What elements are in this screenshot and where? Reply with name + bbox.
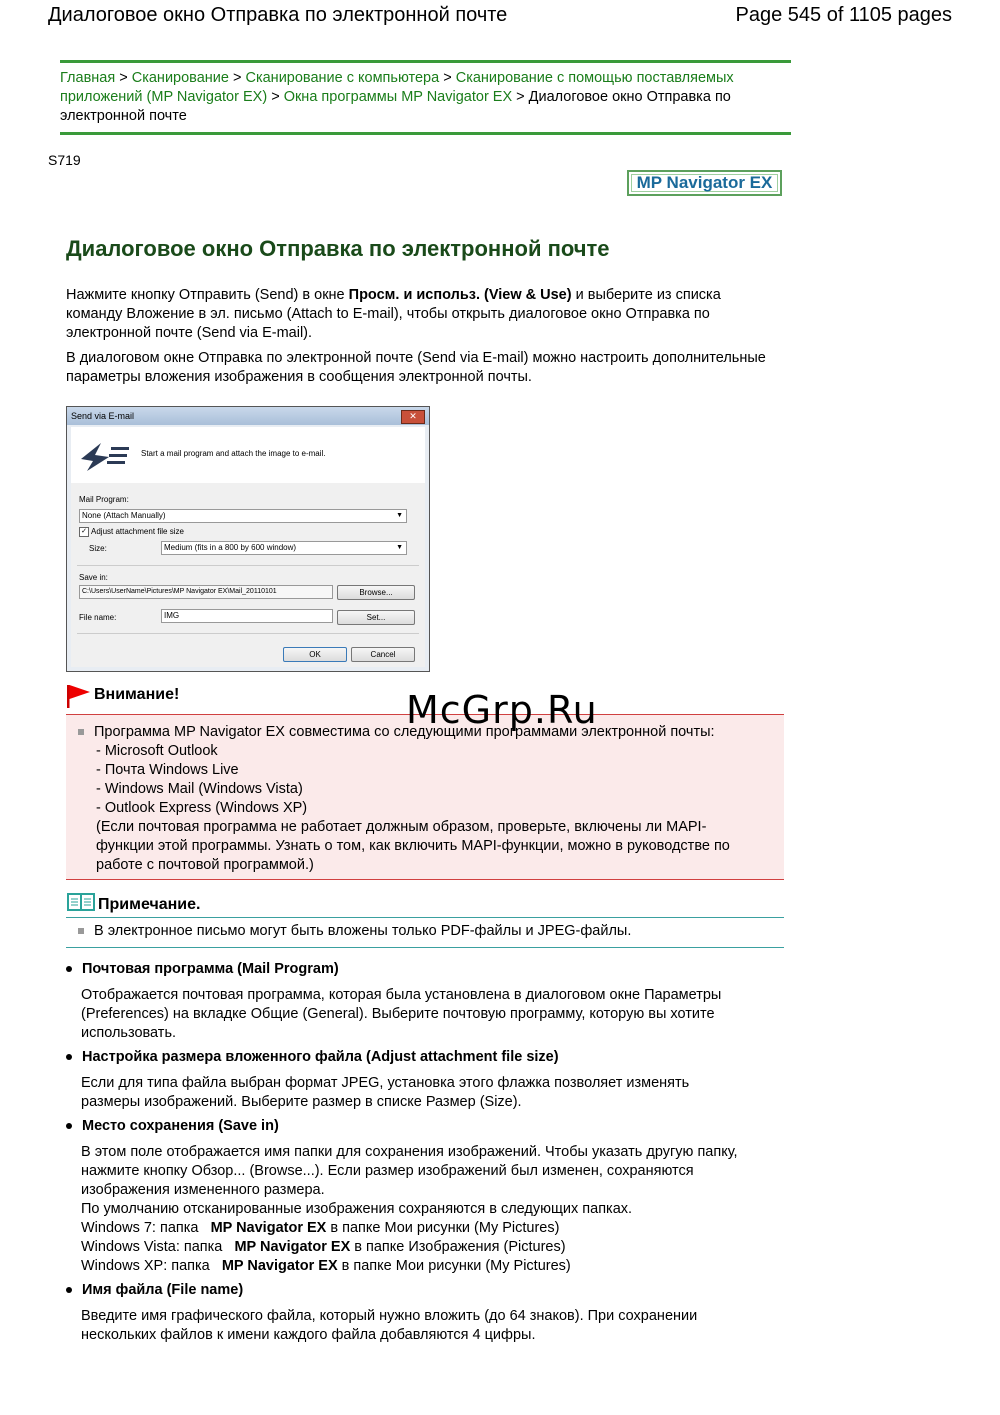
folder-name: MP Navigator EX [210,1220,327,1236]
adjust-size-label: Adjust attachment file size [91,527,184,536]
watermark: McGrp.Ru [406,688,598,732]
bullet-square [78,729,84,735]
note-body [78,923,631,939]
caution-item: - Почта Windows Live [96,762,239,778]
breadcrumb-current: Диалоговое окно Отправка по электронной почте [60,89,731,124]
caution-item: - Microsoft Outlook [96,743,218,759]
section-line: Введите имя графического файла, который нужно вложить (до 64 знаков). При сохранении [81,1308,698,1324]
folder-location: в папке Мои рисунки (My Pictures) [341,1258,571,1274]
header-title: Диалоговое окно Отправка по электронной почте [48,4,508,26]
close-icon[interactable]: ✕ [401,410,425,424]
adjust-size-checkbox[interactable]: ✓ [79,527,89,537]
intro-text: Нажмите кнопку Отправить (Send) в окне [66,287,345,303]
mail-program-value: None (Attach Manually) [82,511,166,520]
chevron-down-icon: ▼ [396,544,403,551]
folder-location: в папке Мои рисунки (My Pictures) [330,1220,560,1236]
browse-button[interactable]: Browse... [337,585,415,600]
folder-line [81,1257,781,1276]
divider [77,633,419,634]
dialog-body [71,483,425,667]
divider [66,947,784,948]
breadcrumb-link-computer-scan[interactable]: Сканирование с компьютера [245,70,440,86]
folder-os: Windows XP: папка [81,1258,210,1274]
dialog-header-area [71,427,425,484]
note-text: В электронное письмо могут быть вложены только PDF-файлы и JPEG-файлы. [94,923,632,939]
divider [77,565,419,566]
breadcrumb-link-bundled-apps[interactable]: Сканирование с помощью поставляемых приложений (MP Navigator EX) [60,70,734,105]
cancel-button[interactable]: Cancel [351,647,415,662]
section-title: Почтовая программа (Mail Program) [82,961,339,977]
breadcrumb-link-windows[interactable]: Окна программы MP Navigator EX [283,89,513,105]
flag-icon [66,684,90,708]
section-body [81,1143,781,1276]
folder-location: в папке Изображения (Pictures) [354,1239,566,1255]
file-name-input[interactable]: IMG [161,609,333,623]
folder-line [81,1219,781,1238]
page-counter: Page 545 of 1105 pages [735,4,952,26]
section-heading [66,1049,559,1065]
section-body [81,986,781,1043]
note-heading: Примечание. [98,896,201,913]
bullet-dot [66,1123,72,1129]
section-line: Отображается почтовая программа, которая была установлена в диалоговом окне Параметры [81,987,722,1003]
caution-tail: (Если почтовая программа не работает должным образом, проверьте, включены ли MAPI- [96,819,707,835]
breadcrumb-sep: > [443,70,452,86]
bullet-dot [66,1054,72,1060]
caution-lead: Программа MP Navigator EX совместима со следующими программами электронной почты: [94,724,715,740]
product-badge [627,170,782,196]
section-body [81,1307,781,1345]
section-title: Настройка размера вложенного файла (Adjust attachment file size) [82,1049,559,1065]
badge-label: MP Navigator EX [636,173,773,192]
caution-item: - Outlook Express (Windows XP) [96,800,308,816]
book-icon [66,891,96,913]
caution-tail: функции этой программы. Узнать о том, как включить MAPI-функции, можно в руководстве по [96,838,730,854]
section-line: нескольких файлов к имени каждого файла добавляются 4 цифры. [81,1327,536,1343]
ok-button[interactable]: OK [283,647,347,662]
bullet-square [78,928,84,934]
section-line: (Preferences) на вкладке Общие (General). Выберите почтовую программу, которую вы хотите [81,1006,715,1022]
intro-window-name: Просм. и использ. (View & Use) [348,287,572,303]
section-line: По умолчанию отсканированные изображения сохраняются в следующих папках. [81,1201,633,1217]
chevron-down-icon: ▼ [396,512,403,519]
folder-line [81,1238,781,1257]
section-title: Место сохранения (Save in) [82,1118,279,1134]
size-value: Medium (fits in a 800 by 600 window) [164,543,297,552]
mail-program-label: Mail Program: [79,495,129,504]
dialog-title: Send via E-mail [71,411,135,421]
section-heading [66,961,339,977]
bullet-dot [66,1287,72,1293]
section-heading [66,1118,279,1134]
size-select[interactable] [161,541,407,555]
intro-text-tail: и выберите из списка команду Вложение в эл. письмо (Attach to E-mail), чтобы открыть диалоговое окно Отправка по электронной почте (Send via E-mail). [66,287,721,341]
breadcrumb [60,60,791,135]
caution-item: - Windows Mail (Windows Vista) [96,781,303,797]
folder-os: Windows 7: папка [81,1220,199,1236]
section-line: размеры изображений. Выберите размер в списке Размер (Size). [81,1094,522,1110]
section-line: использовать. [81,1025,177,1041]
bullet-dot [66,966,72,972]
section-title: Имя файла (File name) [82,1282,244,1298]
section-body [81,1074,781,1112]
section-heading [66,1282,243,1298]
breadcrumb-sep: > [516,89,525,105]
dialog-titlebar [67,407,429,425]
dialog-description: Start a mail program and attach the image to e-mail. [141,449,326,458]
folder-name: MP Navigator EX [234,1239,351,1255]
breadcrumb-link-scanning[interactable]: Сканирование [131,70,229,86]
divider [66,917,784,918]
section-line: изображения измененного размера. [81,1182,325,1198]
size-label: Size: [89,544,107,553]
set-button[interactable]: Set... [337,610,415,625]
page-title: Диалоговое окно Отправка по электронной почте [66,236,610,261]
send-via-email-dialog [66,406,430,672]
mail-program-select[interactable] [79,509,407,523]
folder-name: MP Navigator EX [221,1258,338,1274]
intro-paragraph-2: В диалоговом окне Отправка по электронной почте (Send via E-mail) можно настроить дополнительные параметры вложения изображения в сообщения электронной почты. [66,350,766,385]
folder-os: Windows Vista: папка [81,1239,223,1255]
breadcrumb-sep: > [119,70,128,86]
breadcrumb-link-home[interactable]: Главная [60,70,116,86]
intro-paragraph-1 [66,286,766,343]
caution-body [78,723,768,875]
save-in-label: Save in: [79,573,108,582]
mail-icon [79,439,131,473]
section-line: нажмите кнопку Обзор... (Browse...). Если размер изображений был изменен, сохраняются [81,1163,694,1179]
caution-tail: работе с почтовой программой.) [96,857,314,873]
caution-heading: Внимание! [94,686,180,703]
breadcrumb-sep: > [232,70,242,86]
save-in-field[interactable]: C:\Users\UserName\Pictures\MP Navigator EX\Mail_20110101 [79,585,333,599]
page-code: S719 [48,152,81,168]
section-line: В этом поле отображается имя папки для сохранения изображений. Чтобы указать другую папку, [81,1144,738,1160]
file-name-label: File name: [79,613,117,622]
caution-box [66,714,784,880]
section-line: Если для типа файла выбран формат JPEG, установка этого флажка позволяет изменять [81,1075,690,1091]
breadcrumb-sep: > [271,89,280,105]
